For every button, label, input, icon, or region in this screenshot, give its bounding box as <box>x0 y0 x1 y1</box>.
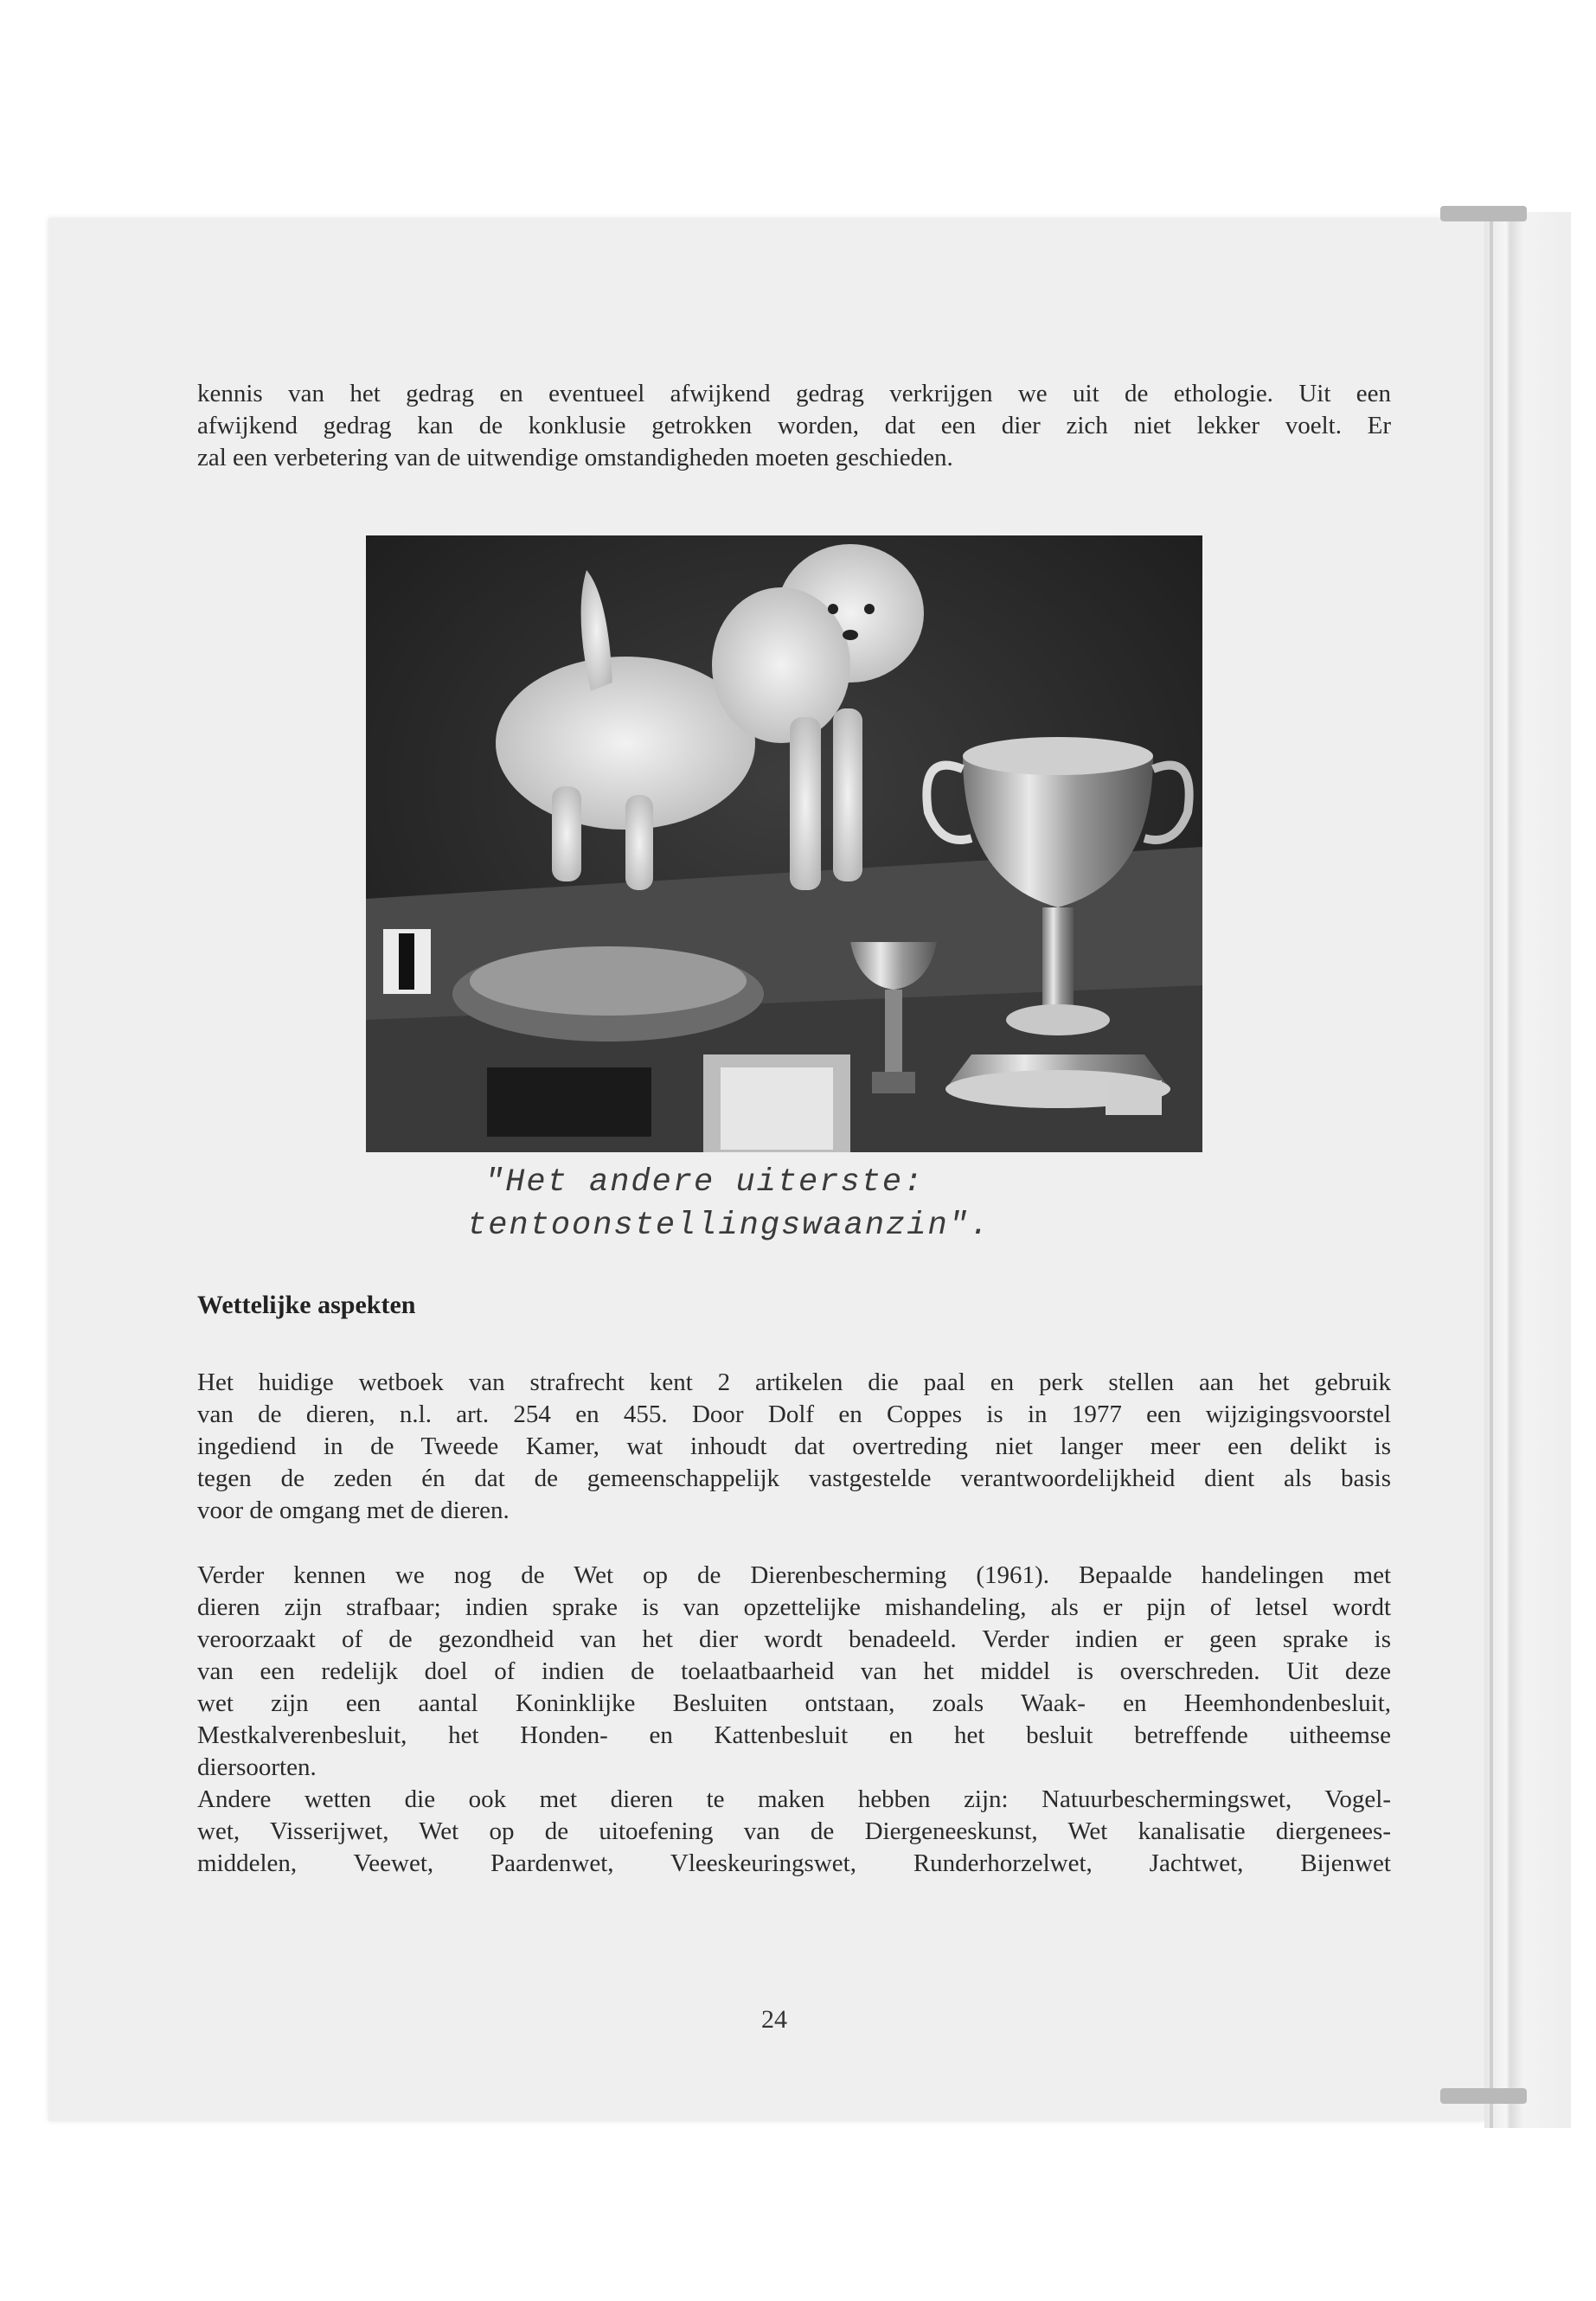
text-line: dieren zijn strafbaar; indien sprake is van opzettelijke mishandeling, als er pijn of letsel wordt <box>197 1593 1391 1621</box>
text-line: diersoorten. <box>197 1753 317 1781</box>
text-line: zal een verbetering van de uitwendige omstandigheden moeten geschieden. <box>197 444 953 471</box>
text-line: wet, Visserijwet, Wet op de uitoefening van de Diergeneeskunst, Wet kanalisatie diergenees- <box>197 1817 1391 1845</box>
text-line: Het huidige wetboek van strafrecht kent 2 artikelen die paal en perk stellen aan het gebruik <box>197 1368 1391 1396</box>
binding-edge <box>1490 212 1493 2128</box>
text-line: Andere wetten die ook met dieren te maken hebben zijn: Natuurbeschermingswet, Vogel- <box>197 1785 1391 1813</box>
caption-line-2: tentoonstellingswaanzin". <box>467 1208 991 1244</box>
page-number: 24 <box>761 2005 787 2034</box>
text-line: wet zijn een aantal Koninklijke Besluiten ontstaan, zoals Waak- en Heemhondenbesluit, <box>197 1689 1391 1717</box>
text-line: van een redelijk doel of indien de toelaatbaarheid van het middel is overschreden. Uit deze <box>197 1657 1391 1685</box>
text-line: van de dieren, n.l. art. 254 en 455. Door Dolf en Coppes is in 1977 een wijzigingsvoorstel <box>197 1400 1391 1428</box>
paragraph-1 <box>197 1367 1391 1527</box>
page-clip-bottom <box>1440 2088 1527 2104</box>
dog-show-trophy-photo-icon <box>366 535 1202 1152</box>
paragraph-3 <box>197 1784 1391 1880</box>
book-binding <box>1484 212 1571 2128</box>
page-clip-top <box>1440 206 1527 221</box>
photo-caption <box>467 1161 1142 1247</box>
text-line: veroorzaakt of de gezondheid van het dier wordt benadeeld. Verder indien er geen sprake is <box>197 1625 1391 1653</box>
caption-line-1: "Het andere uiterste: <box>484 1164 925 1201</box>
text-line: tegen de zeden én dat de gemeenschappelijk vastgestelde verantwoordelijkheid dient als basis <box>197 1465 1391 1492</box>
text-line: Mestkalverenbesluit, het Honden- en Kattenbesluit en het besluit betreffende uitheemse <box>197 1721 1391 1749</box>
paragraph-2 <box>197 1560 1391 1784</box>
dog-show-photo <box>366 535 1202 1152</box>
text-line: ingediend in de Tweede Kamer, wat inhoudt dat overtreding niet langer meer een delikt is <box>197 1433 1391 1460</box>
text-line: Verder kennen we nog de Wet op de Dierenbescherming (1961). Bepaalde handelingen met <box>197 1561 1391 1589</box>
text-line: voor de omgang met de dieren. <box>197 1497 510 1524</box>
intro-paragraph <box>197 378 1391 474</box>
text-line: kennis van het gedrag en eventueel afwijkend gedrag verkrijgen we uit de ethologie. Uit een <box>197 380 1391 407</box>
text-line: afwijkend gedrag kan de konklusie getrokken worden, dat een dier zich niet lekker voelt. Er <box>197 412 1391 439</box>
section-heading: Wettelijke aspekten <box>197 1291 416 1319</box>
text-line: middelen, Veewet, Paardenwet, Vleeskeuringswet, Runderhorzelwet, Jachtwet, Bijenwet <box>197 1849 1391 1877</box>
